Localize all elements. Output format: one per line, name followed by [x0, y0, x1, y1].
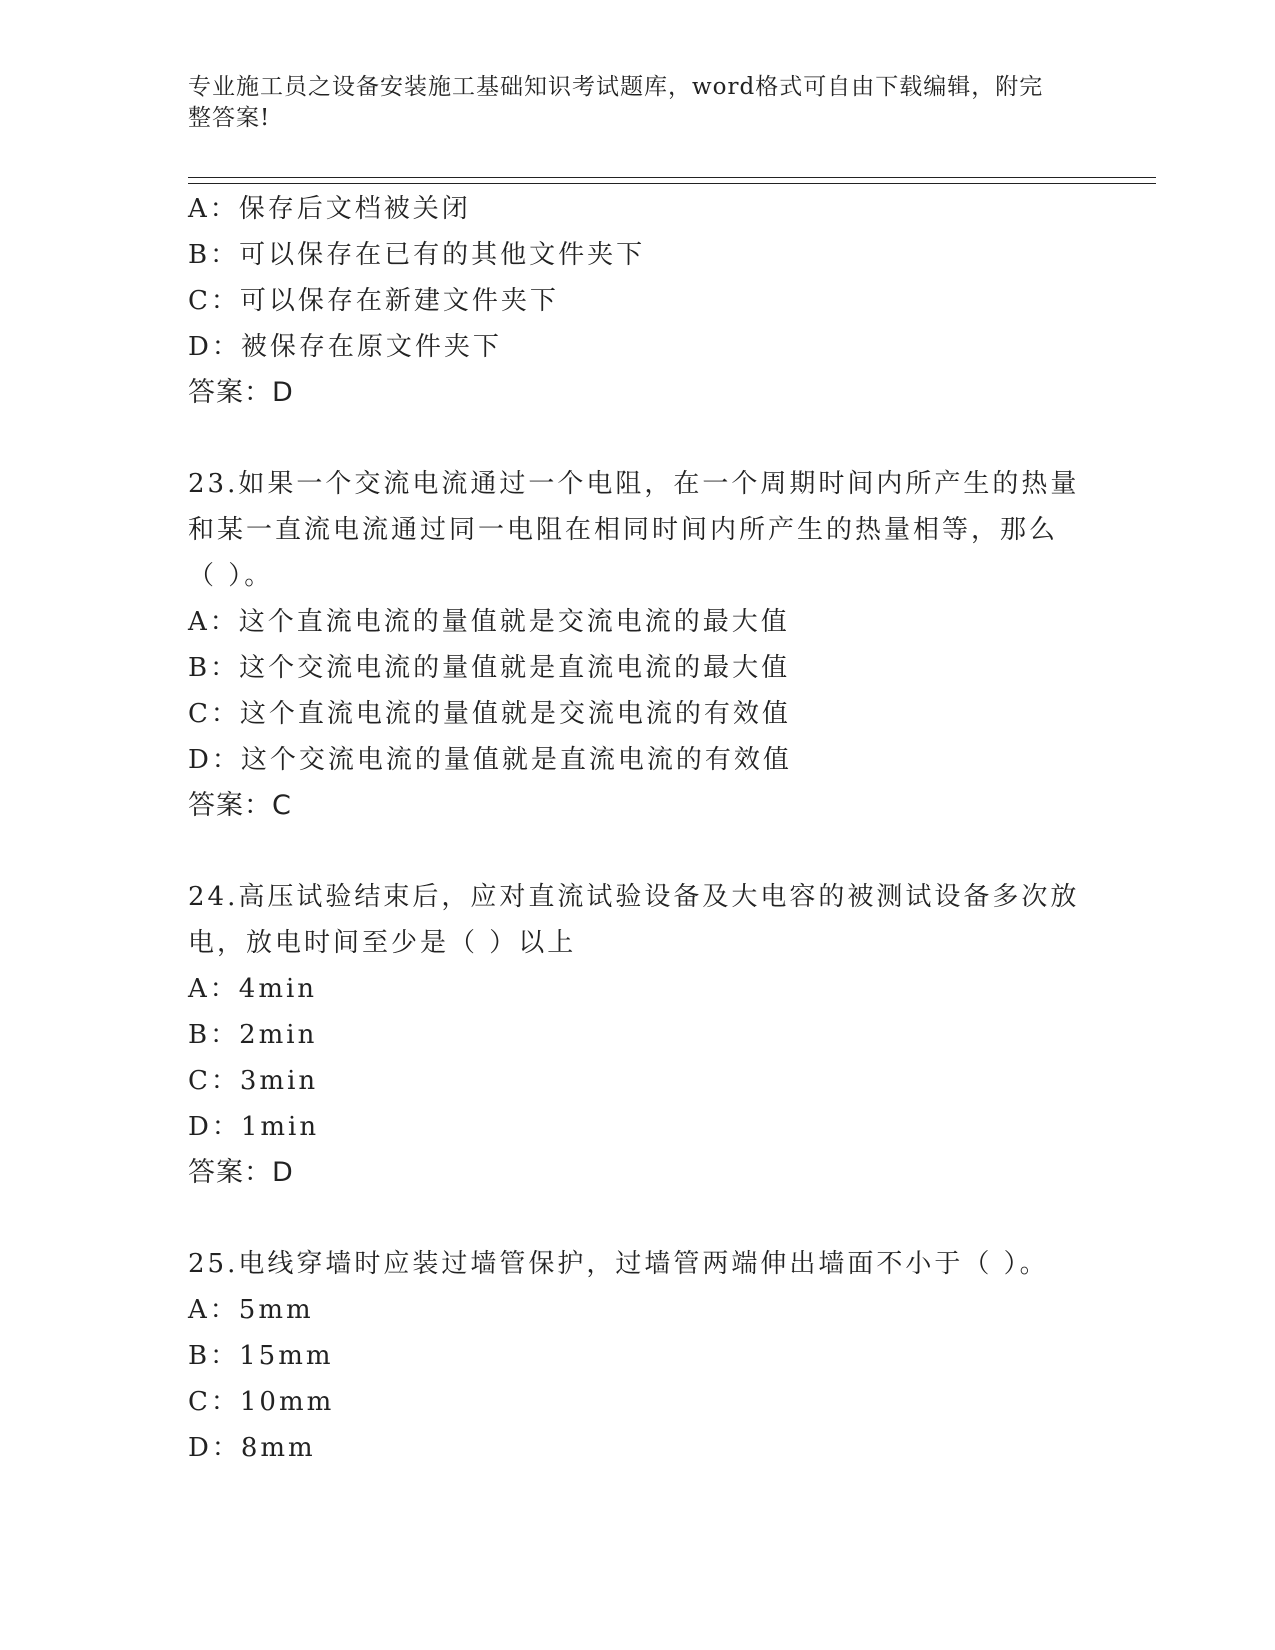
option-c: C：10mm	[188, 1387, 335, 1417]
question-stem-line: 和某一直流电流通过同一电阻在相同时间内所产生的热量相等，那么	[188, 515, 1059, 545]
question-stem-line: （ ）。	[188, 561, 274, 591]
option-a: A：这个直流电流的量值就是交流电流的最大值	[188, 607, 790, 637]
spacer	[188, 1196, 1148, 1241]
header-title-line-2: 整答案!	[188, 105, 271, 131]
header-divider-bottom	[188, 183, 1156, 184]
option-b: B：2min	[188, 1020, 318, 1050]
option-d: D：被保存在原文件夹下	[188, 332, 502, 362]
question-23	[188, 461, 1148, 829]
question-stem-line: 25.电线穿墙时应装过墙管保护，过墙管两端伸出墙面不小于（ ）。	[188, 1249, 1049, 1279]
spacer	[188, 829, 1148, 874]
question-stem-line: 23.如果一个交流电流通过一个电阻，在一个周期时间内所产生的热量	[188, 469, 1080, 499]
option-d: D：8mm	[188, 1433, 316, 1463]
option-a: A：保存后文档被关闭	[188, 194, 471, 224]
answer-line: 答案：D	[188, 377, 294, 408]
document-header	[188, 72, 1088, 134]
question-list	[188, 186, 1148, 1471]
answer-line: 答案：D	[188, 1157, 294, 1188]
option-c: C：这个直流电流的量值就是交流电流的有效值	[188, 699, 791, 729]
option-b: B：可以保存在已有的其他文件夹下	[188, 240, 646, 270]
question-22	[188, 186, 1148, 416]
option-b: B：这个交流电流的量值就是直流电流的最大值	[188, 653, 791, 683]
question-24	[188, 874, 1148, 1196]
option-a: A：5mm	[188, 1295, 314, 1325]
option-b: B：15mm	[188, 1341, 334, 1371]
option-d: D：1min	[188, 1112, 320, 1142]
question-stem-line: 电，放电时间至少是（ ）以上	[188, 928, 577, 958]
header-divider-top	[188, 177, 1156, 178]
question-stem-line: 24.高压试验结束后，应对直流试验设备及大电容的被测试设备多次放	[188, 882, 1080, 912]
option-d: D：这个交流电流的量值就是直流电流的有效值	[188, 745, 792, 775]
spacer	[188, 416, 1148, 461]
option-c: C：3min	[188, 1066, 319, 1096]
option-a: A：4min	[188, 974, 318, 1004]
question-25	[188, 1241, 1148, 1471]
header-title-line-1: 专业施工员之设备安装施工基础知识考试题库，word格式可自由下载编辑，附完	[188, 74, 1044, 100]
option-c: C：可以保存在新建文件夹下	[188, 286, 559, 316]
answer-line: 答案：C	[188, 790, 292, 821]
